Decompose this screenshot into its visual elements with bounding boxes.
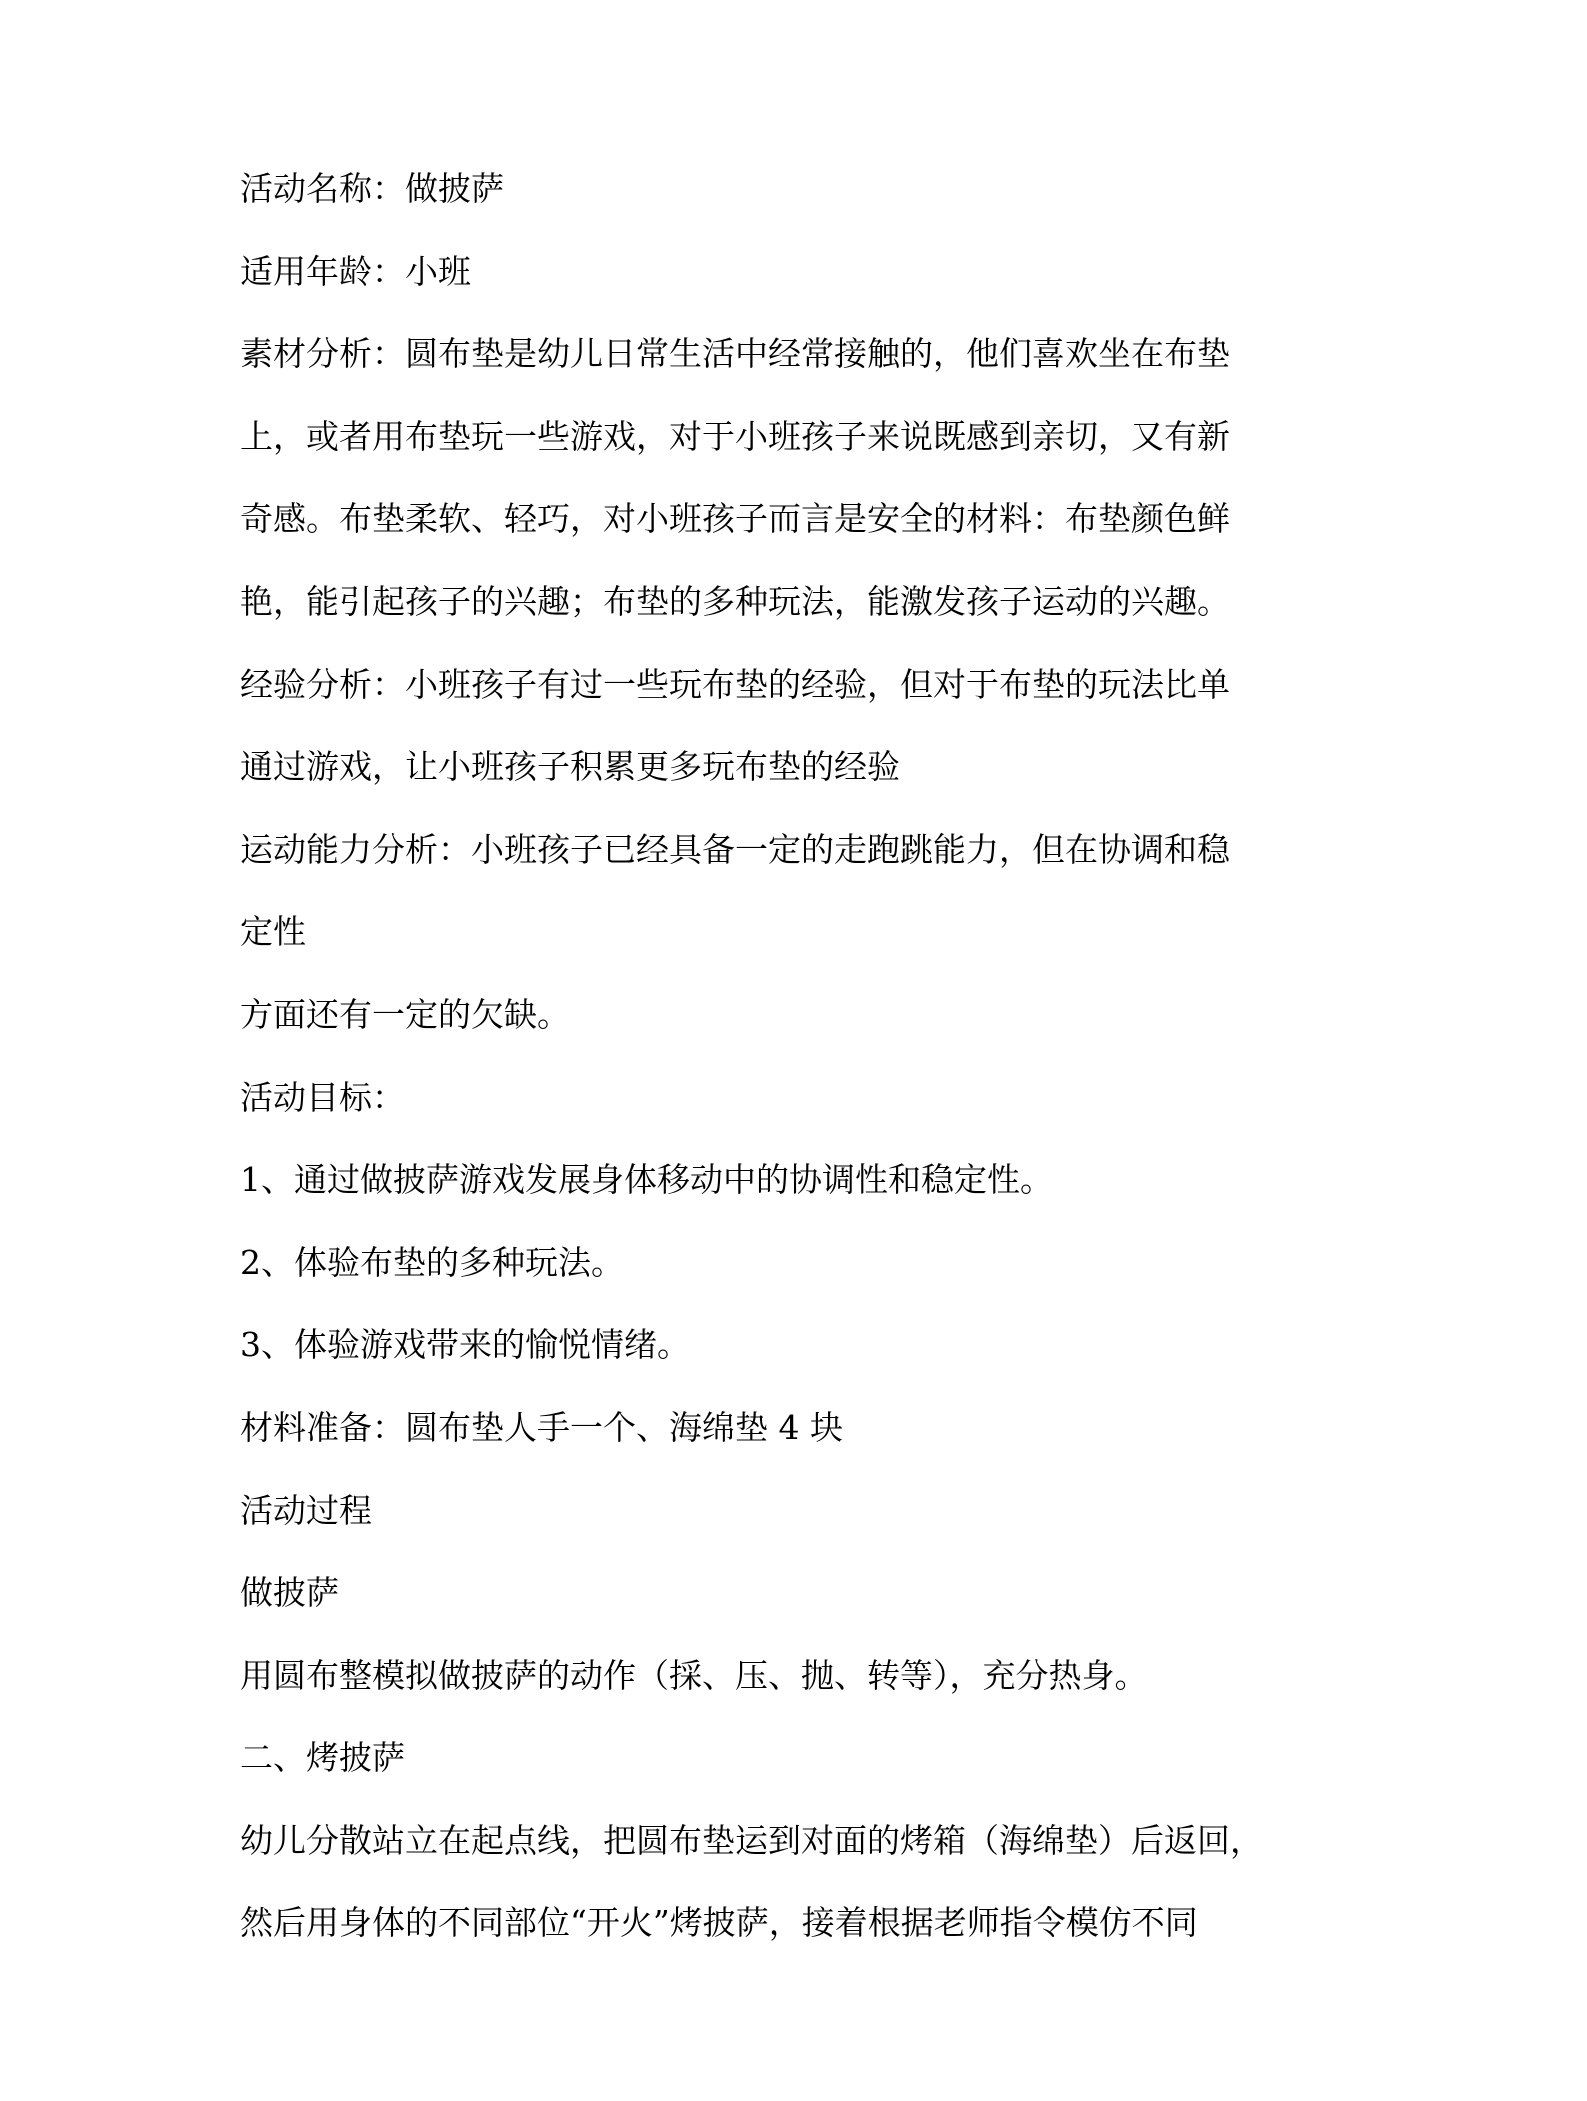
goal-item-3: 3、体验游戏带来的愉悦情绪。: [240, 1325, 690, 1365]
step-2-description-line-1: 幼儿分散站立在起点线，把圆布垫运到对面的烤箱（海绵垫）后返回，: [240, 1820, 1263, 1860]
step-2-heading: 二、烤披萨: [240, 1738, 405, 1778]
activity-goals-heading: 活动目标：: [240, 1077, 405, 1117]
experience-analysis-line-1: 经验分析：小班孩子有过一些玩布垫的经验，但对于布垫的玩法比单: [240, 664, 1230, 704]
activity-process-heading: 活动过程: [240, 1490, 372, 1530]
goal-item-2: 2、体验布垫的多种玩法。: [240, 1242, 624, 1282]
motor-ability-analysis-line-1: 运动能力分析：小班孩子已经具备一定的走跑跳能力，但在协调和稳: [240, 829, 1230, 869]
step-1-heading: 做披萨: [240, 1573, 339, 1613]
material-analysis-line-4: 艳，能引起孩子的兴趣；布垫的多种玩法，能激发孩子运动的兴趣。: [240, 581, 1230, 621]
step-1-description: 用圆布整模拟做披萨的动作（採、压、抛、转等），充分热身。: [240, 1655, 1148, 1695]
step-2-description-line-2: 然后用身体的不同部位“开火”烤披萨，接着根据老师指令模仿不同: [240, 1903, 1198, 1943]
goal-item-1: 1、通过做披萨游戏发展身体移动中的协调性和稳定性。: [240, 1160, 1053, 1200]
material-analysis-line-1: 素材分析：圆布垫是幼儿日常生活中经常接触的，他们喜欢坐在布垫: [240, 334, 1230, 374]
material-analysis-line-3: 奇感。布垫柔软、轻巧，对小班孩子而言是安全的材料：布垫颜色鲜: [240, 499, 1230, 539]
target-age-line: 适用年龄：小班: [240, 251, 471, 291]
activity-name-line: 活动名称：做披萨: [240, 169, 504, 208]
experience-analysis-line-2: 通过游戏，让小班孩子积累更多玩布垫的经验: [240, 747, 900, 787]
document-page: [240, 148, 1350, 1965]
material-analysis-line-2: 上，或者用布垫玩一些游戏，对于小班孩子来说既感到亲切，又有新: [240, 416, 1230, 456]
materials-preparation-line: 材料准备：圆布垫人手一个、海绵垫 4 块: [240, 1407, 843, 1447]
motor-ability-analysis-line-2: 定性: [240, 912, 306, 952]
motor-ability-analysis-line-3: 方面还有一定的欠缺。: [240, 994, 570, 1034]
